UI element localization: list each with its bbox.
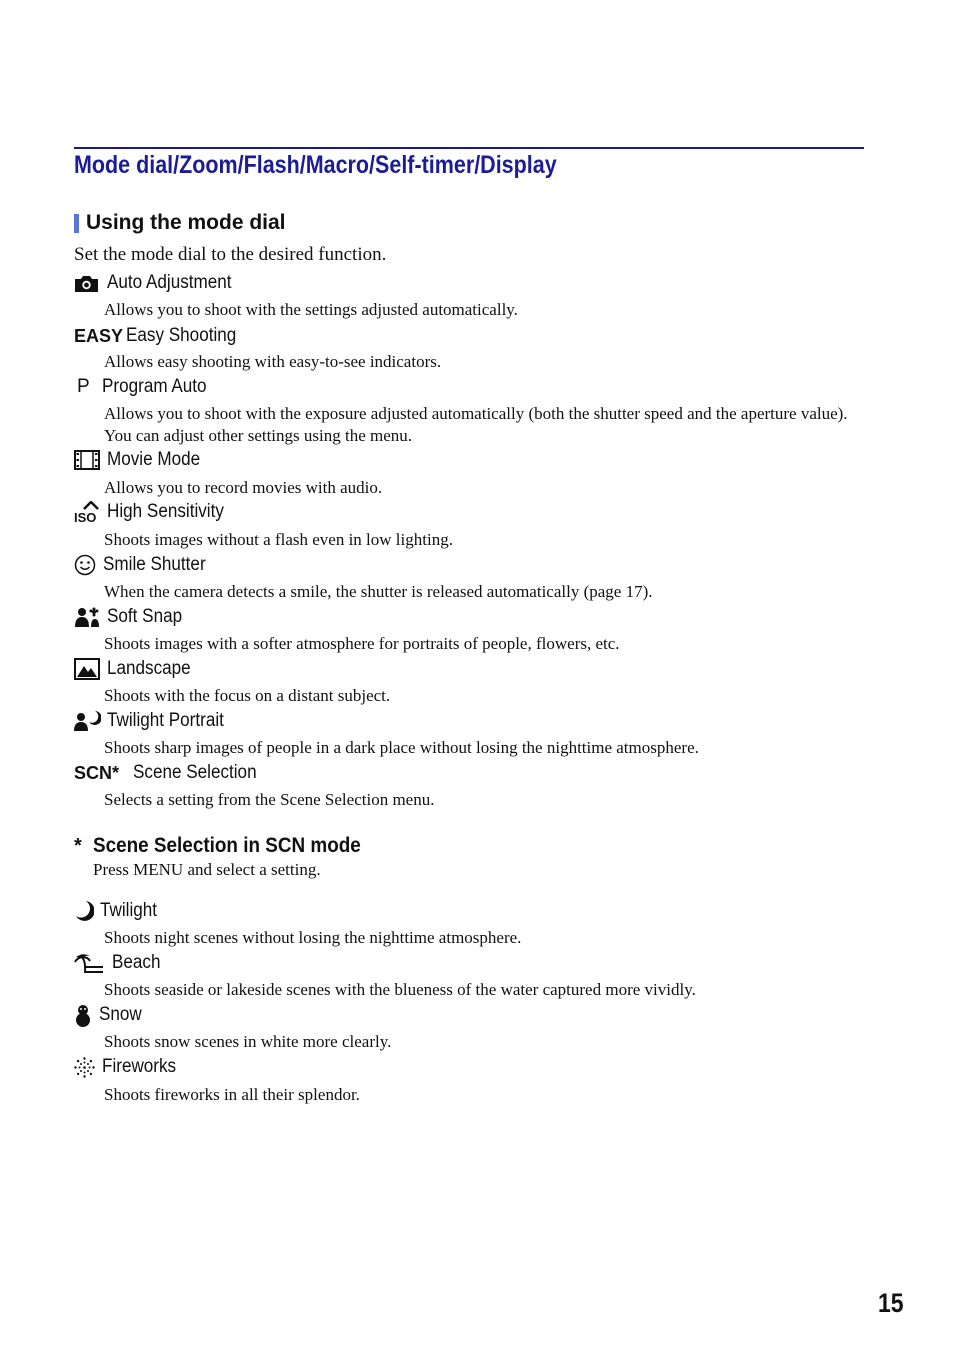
- note-text: Press MENU and select a setting.: [93, 860, 321, 879]
- mode-label: Landscape: [107, 658, 191, 679]
- mode-description: Allows easy shooting with easy-to-see indicators.: [104, 352, 442, 371]
- scene-description: Shoots night scenes without losing the nighttime atmosphere.: [104, 928, 522, 947]
- mode-description: Shoots images with a softer atmosphere for portraits of people, flowers, etc.: [104, 634, 620, 653]
- section-bar: [74, 214, 79, 233]
- mode-soft-snap: [74, 605, 190, 629]
- beach-icon: [74, 951, 112, 975]
- scene-beach: [74, 951, 166, 975]
- mode-label: Twilight Portrait: [107, 710, 224, 731]
- note-asterisk: *: [74, 834, 82, 857]
- iso-icon: [74, 500, 107, 524]
- mode-description: Allows you to shoot with the settings adjusted automatically.: [104, 300, 518, 319]
- twilight-portrait-icon: [74, 709, 107, 733]
- mode-easy-shooting: [74, 324, 249, 348]
- mode-description: Shoots sharp images of people in a dark place without losing the nighttime atmosphere.: [104, 738, 699, 757]
- easy-icon: EASY: [74, 325, 124, 346]
- smile-icon: [74, 553, 103, 577]
- mode-program-auto: [74, 375, 218, 399]
- page-number: 15: [878, 1288, 904, 1318]
- mode-label: Soft Snap: [107, 606, 183, 627]
- scene-snow: [74, 1003, 147, 1027]
- fireworks-icon: [74, 1055, 102, 1079]
- mode-movie: [74, 448, 211, 472]
- mode-label: Easy Shooting: [126, 325, 237, 346]
- scene-description: Shoots fireworks in all their splendor.: [104, 1085, 360, 1104]
- page-title: Mode dial/Zoom/Flash/Macro/Self-timer/Display: [74, 151, 557, 179]
- camera-icon: [74, 271, 107, 295]
- mode-landscape: [74, 657, 200, 681]
- scene-label: Fireworks: [102, 1056, 177, 1077]
- mode-label: Scene Selection: [133, 762, 257, 783]
- note-title: Scene Selection in SCN mode: [93, 834, 361, 857]
- section-title: Using the mode dial: [86, 211, 286, 234]
- scene-twilight: [74, 899, 163, 923]
- mode-smile-shutter: [74, 553, 217, 577]
- moon-icon: [74, 899, 100, 923]
- p-icon: P: [77, 376, 90, 397]
- mode-scene-selection: [74, 761, 270, 785]
- mode-description: Allows you to shoot with the exposure adjusted automatically (both the shutter speed and the aperture value). You can adjust other settings using the menu.: [104, 404, 848, 445]
- mode-description: Allows you to record movies with audio.: [104, 478, 383, 497]
- svg-text:ISO: ISO: [74, 510, 97, 523]
- mode-label: Auto Adjustment: [107, 272, 232, 293]
- scene-label: Snow: [99, 1004, 142, 1025]
- scene-label: Beach: [112, 952, 161, 973]
- section-heading: [74, 211, 286, 235]
- mode-label: Program Auto: [102, 376, 207, 397]
- mode-twilight-portrait: [74, 709, 237, 733]
- scene-description: Shoots snow scenes in white more clearly.: [104, 1032, 392, 1051]
- mode-description: Selects a setting from the Scene Selection menu.: [104, 790, 435, 809]
- mode-high-sensitivity: [74, 500, 237, 524]
- mode-description: Shoots images without a flash even in low lighting.: [104, 530, 453, 549]
- landscape-icon: [74, 657, 107, 681]
- scene-fireworks: [74, 1055, 184, 1079]
- mode-auto-adjustment: [74, 271, 245, 295]
- mode-label: Movie Mode: [107, 449, 201, 470]
- mode-description: When the camera detects a smile, the shutter is released automatically (page 17).: [104, 582, 653, 601]
- note-heading: [74, 834, 391, 858]
- mode-label: High Sensitivity: [107, 501, 224, 522]
- mode-description: Shoots with the focus on a distant subject.: [104, 686, 391, 705]
- film-icon: [74, 448, 107, 472]
- scene-description: Shoots seaside or lakeside scenes with the blueness of the water captured more vividly.: [104, 980, 696, 999]
- scene-label: Twilight: [100, 900, 158, 921]
- mode-label: Smile Shutter: [103, 554, 206, 575]
- snowman-icon: [74, 1003, 99, 1027]
- scn-icon: SCN*: [74, 762, 120, 783]
- section-intro: Set the mode dial to the desired function.: [74, 244, 387, 265]
- soft-snap-icon: [74, 605, 107, 629]
- header-rule: [74, 147, 864, 149]
